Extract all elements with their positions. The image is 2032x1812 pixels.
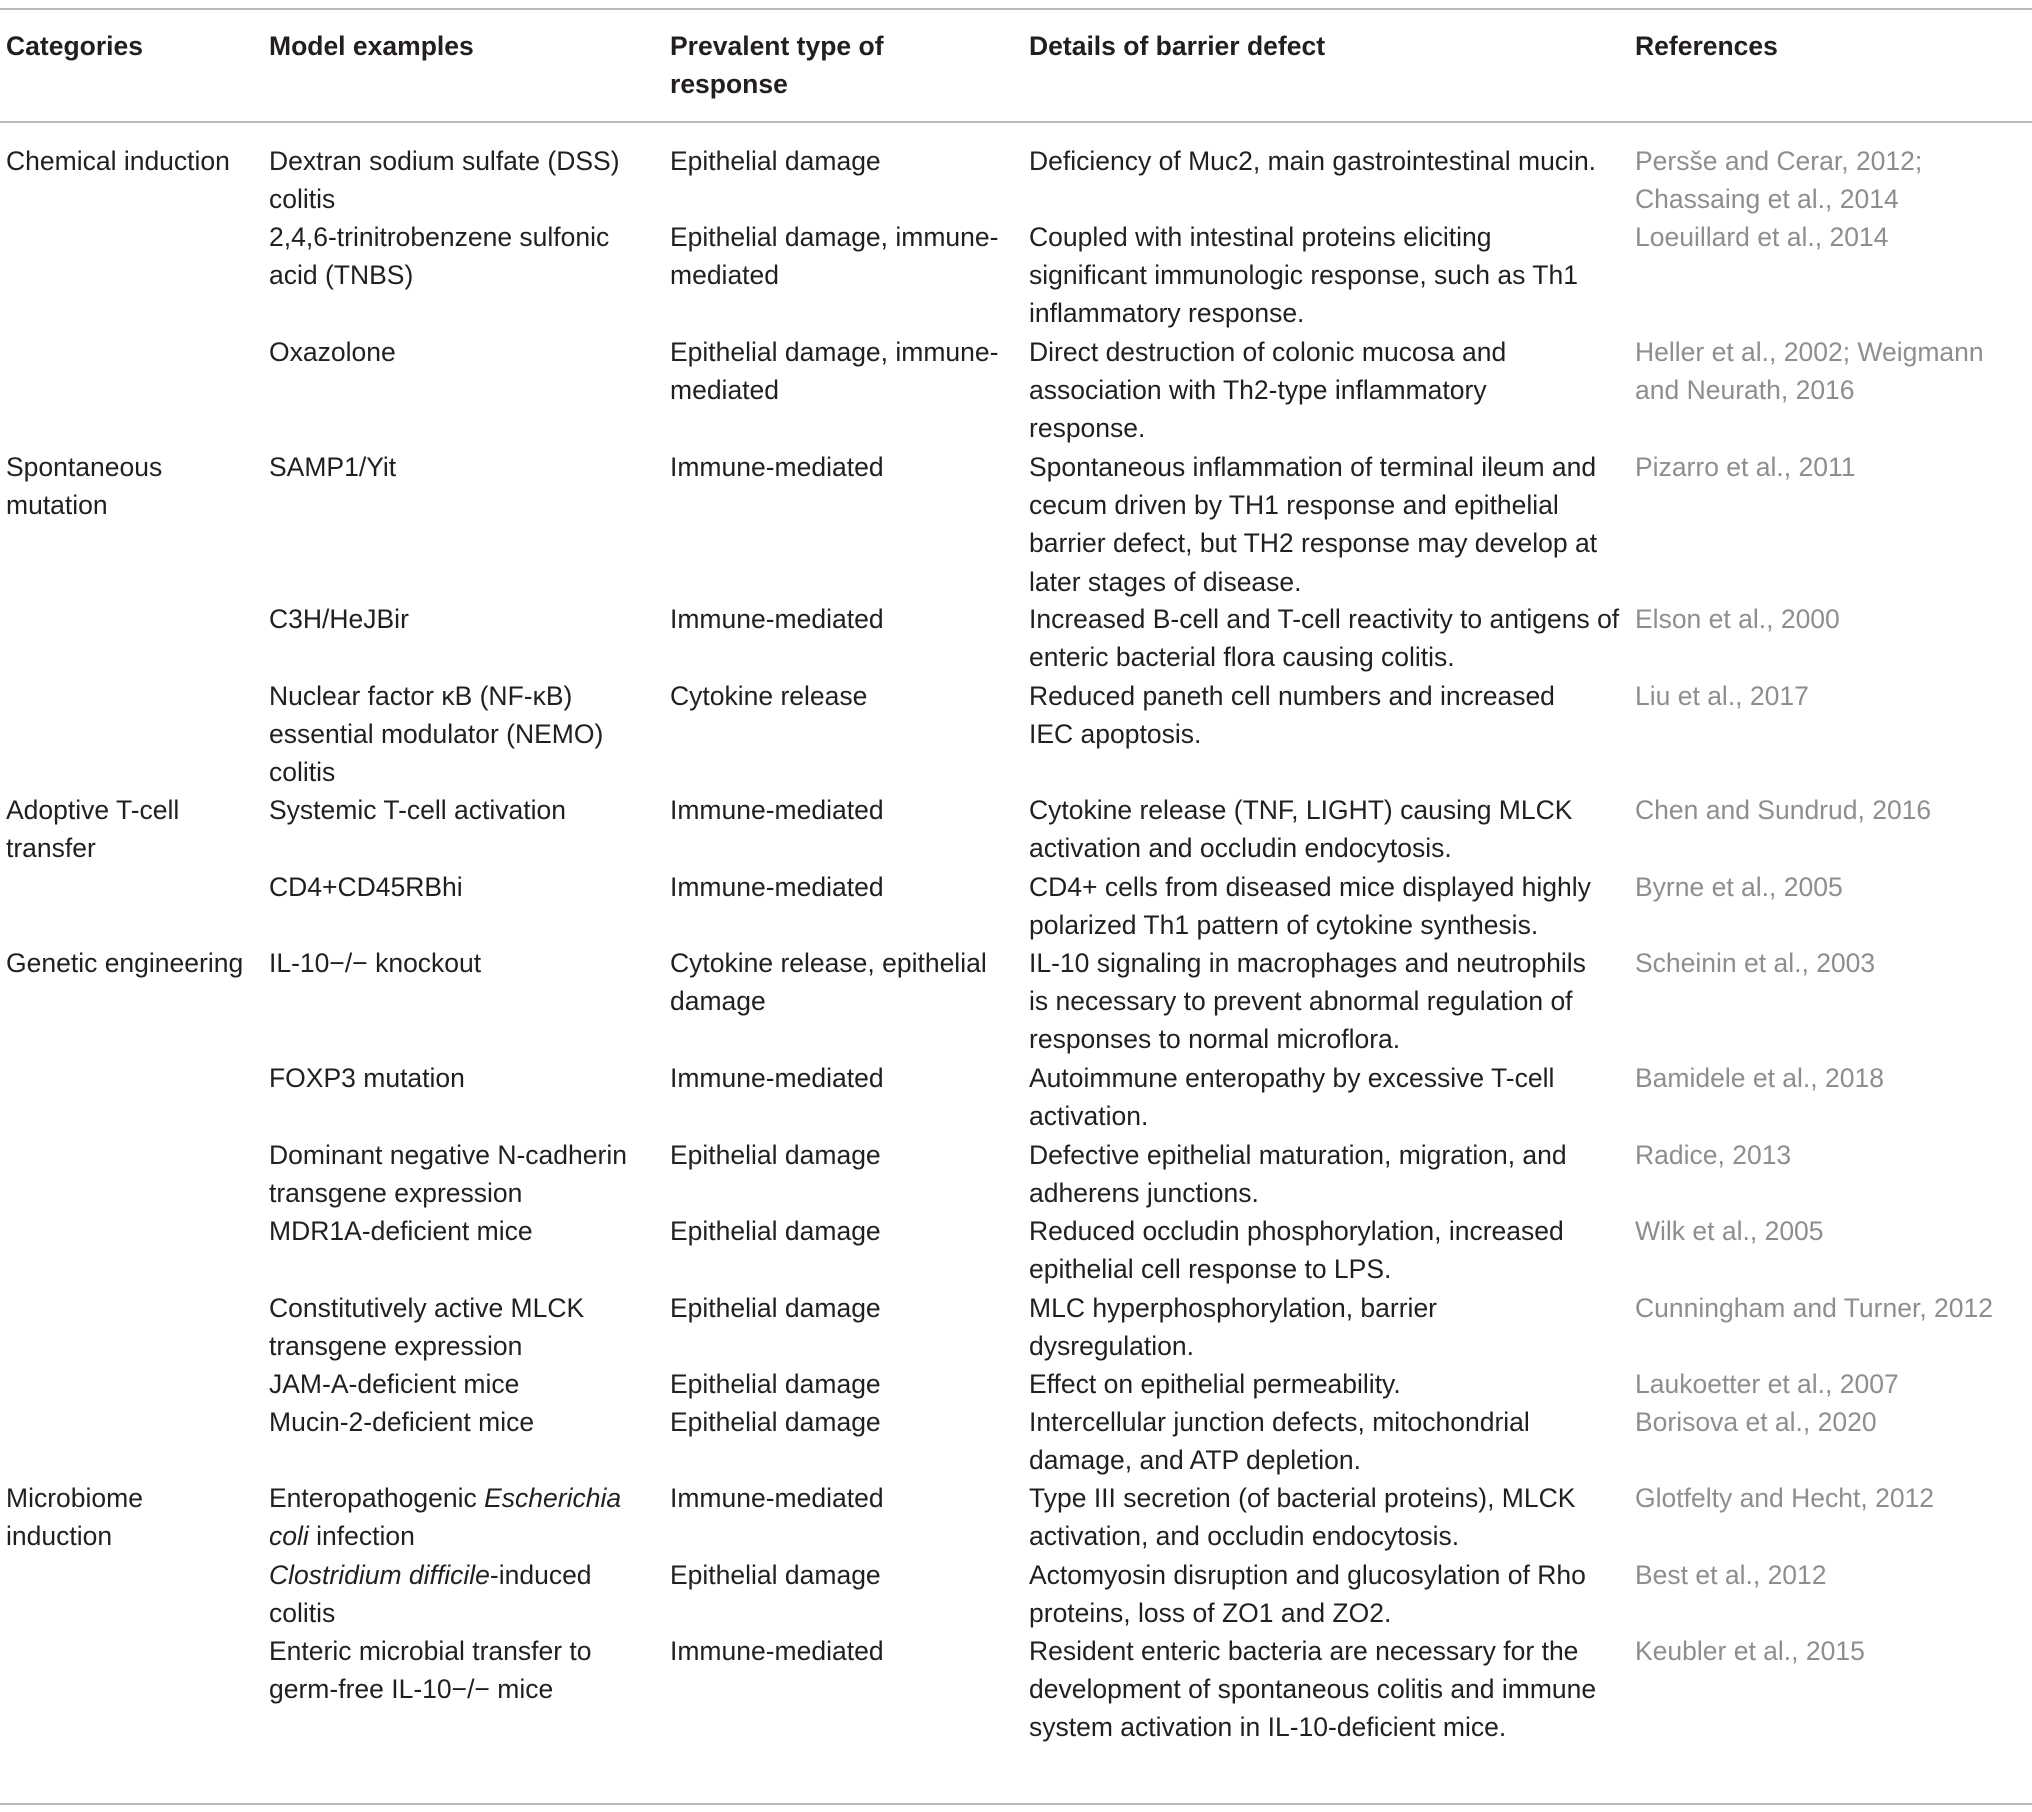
header-categories: Categories [6,31,143,61]
reference: Best et al., 2012 [1635,1560,1827,1590]
header-response: Prevalent type of response [670,31,884,99]
reference: Laukoetter et al., 2007 [1635,1369,1899,1399]
barrier-defect-details: Defective epithelial maturation, migration, and adherens junctions. [1029,1140,1567,1209]
category-label: Spontaneous mutation [6,452,163,521]
header-rule [0,121,2032,123]
response-type: Epithelial damage [670,1407,881,1437]
response-type: Epithelial damage [670,1216,881,1246]
header-model-examples: Model examples [269,31,474,61]
barrier-defect-details: CD4+ cells from diseased mice displayed highly polarized Th1 pattern of cytokine synthesis. [1029,872,1591,941]
reference: Borisova et al., 2020 [1635,1407,1877,1437]
response-type: Epithelial damage [670,1369,881,1399]
model-example: Dominant negative N-cadherin transgene expression [269,1140,627,1209]
model-example: IL-10−/− knockout [269,948,482,978]
reference: Keubler et al., 2015 [1635,1636,1865,1666]
response-type: Immune-mediated [670,1636,884,1666]
model-example: Dextran sodium sulfate (DSS) colitis [269,146,620,215]
reference: Pizarro et al., 2011 [1635,452,1856,482]
model-example: 2,4,6-trinitrobenzene sulfonic acid (TNBS) [269,222,610,291]
response-type: Immune-mediated [670,604,884,634]
model-example: SAMP1/Yit [269,452,397,482]
model-example: JAM-A-deficient mice [269,1369,520,1399]
model-example: Nuclear factor κB (NF-κB) essential modulator (NEMO) colitis [269,681,604,788]
top-rule [0,8,2032,10]
barrier-defect-details: IL-10 signaling in macrophages and neutrophils is necessary to prevent abnormal regulation of responses to normal microflora. [1029,948,1586,1055]
reference: Cunningham and Turner, 2012 [1635,1293,1994,1323]
model-example: Systemic T-cell activation [269,795,566,825]
category-label: Chemical induction [6,146,230,176]
reference: Radice, 2013 [1635,1140,1792,1170]
category-label: Genetic engineering [6,948,244,978]
barrier-defect-details: Deficiency of Muc2, main gastrointestinal mucin. [1029,146,1597,176]
category-label: Microbiome induction [6,1483,143,1552]
reference: Bamidele et al., 2018 [1635,1063,1884,1093]
reference: Wilk et al., 2005 [1635,1216,1824,1246]
response-type: Cytokine release, epithelial damage [670,948,987,1017]
barrier-defect-details: Cytokine release (TNF, LIGHT) causing MLCK activation and occludin endocytosis. [1029,795,1573,864]
barrier-defect-details: Type III secretion (of bacterial proteins), MLCK activation, and occludin endocytosis. [1029,1483,1576,1552]
reference: Loeuillard et al., 2014 [1635,222,1889,252]
response-type: Cytokine release [670,681,868,711]
reference: Liu et al., 2017 [1635,681,1809,711]
header-details: Details of barrier defect [1029,31,1326,61]
model-example: Clostridium difficile-induced colitis [269,1560,592,1629]
model-example: C3H/HeJBir [269,604,409,634]
barrier-defect-details: Reduced occludin phosphorylation, increased epithelial cell response to LPS. [1029,1216,1564,1285]
barrier-defect-details: MLC hyperphosphorylation, barrier dysregulation. [1029,1293,1438,1362]
response-type: Epithelial damage [670,1140,881,1170]
model-example: FOXP3 mutation [269,1063,465,1093]
barrier-defect-details: Resident enteric bacteria are necessary for the development of spontaneous colitis and immune system activation in IL-10-deficient mice. [1029,1636,1597,1743]
response-type: Epithelial damage, immune-mediated [670,222,999,291]
response-type: Epithelial damage [670,1293,881,1323]
response-type: Immune-mediated [670,452,884,482]
model-example: Mucin-2-deficient mice [269,1407,535,1437]
barrier-defect-details: Spontaneous inflammation of terminal ileum and cecum driven by TH1 response and epithelial barrier defect, but TH2 response may develop at later stages of disease. [1029,452,1598,597]
reference: Scheinin et al., 2003 [1635,948,1876,978]
header-references: References [1635,31,1778,61]
barrier-defect-details: Direct destruction of colonic mucosa and association with Th2-type inflammatory response. [1029,337,1507,444]
model-example: MDR1A-deficient mice [269,1216,533,1246]
barrier-defect-details: Autoimmune enteropathy by excessive T-cell activation. [1029,1063,1555,1132]
response-type: Epithelial damage, immune-mediated [670,337,999,406]
response-type: Immune-mediated [670,1483,884,1513]
reference: Elson et al., 2000 [1635,604,1840,634]
barrier-defect-details: Coupled with intestinal proteins eliciting significant immunologic response, such as Th1 inflammatory response. [1029,222,1578,329]
barrier-defect-details: Intercellular junction defects, mitochondrial damage, and ATP depletion. [1029,1407,1530,1476]
model-example: Oxazolone [269,337,396,367]
response-type: Epithelial damage [670,1560,881,1590]
response-type: Immune-mediated [670,1063,884,1093]
reference: Chen and Sundrud, 2016 [1635,795,1932,825]
barrier-defect-details: Effect on epithelial permeability. [1029,1369,1401,1399]
reference: Persše and Cerar, 2012; Chassaing et al., 2014 [1635,146,1923,215]
bottom-rule [0,1803,2032,1805]
reference: Glotfelty and Hecht, 2012 [1635,1483,1935,1513]
reference: Byrne et al., 2005 [1635,872,1843,902]
response-type: Immune-mediated [670,795,884,825]
model-example: Constitutively active MLCK transgene expression [269,1293,585,1362]
response-type: Immune-mediated [670,872,884,902]
model-example: Enteropathogenic Escherichia coli infection [269,1483,622,1552]
model-example: Enteric microbial transfer to germ-free IL-10−/− mice [269,1636,592,1705]
model-example: CD4+CD45RBhi [269,872,463,902]
barrier-defect-details: Reduced paneth cell numbers and increased IEC apoptosis. [1029,681,1555,750]
reference: Heller et al., 2002; Weigmann and Neurath, 2016 [1635,337,1984,406]
barrier-defect-details: Actomyosin disruption and glucosylation of Rho proteins, loss of ZO1 and ZO2. [1029,1560,1586,1629]
category-label: Adoptive T-cell transfer [6,795,180,864]
barrier-defect-details: Increased B-cell and T-cell reactivity to antigens of enteric bacterial flora causing colitis. [1029,604,1620,673]
response-type: Epithelial damage [670,146,881,176]
